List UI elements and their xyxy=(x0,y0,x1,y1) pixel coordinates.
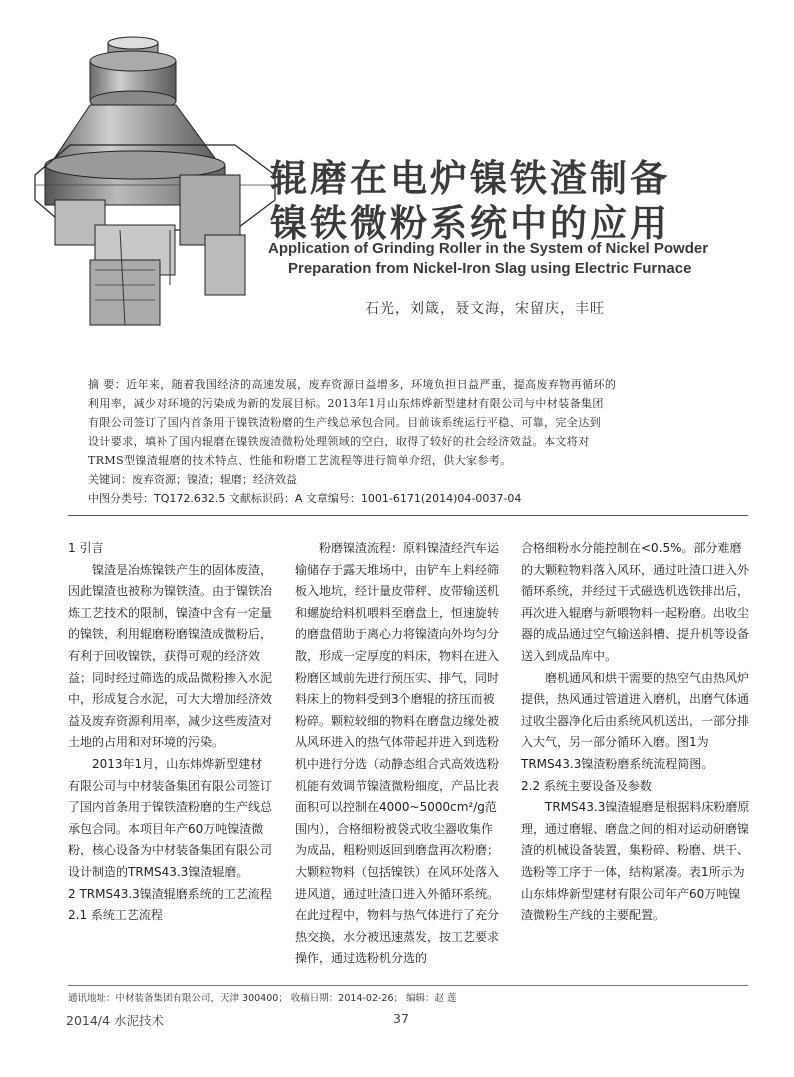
column-3 xyxy=(521,538,751,927)
authors: 石光，刘箴，聂文海，宋留庆，丰旺 xyxy=(365,301,605,317)
abstract-line: 有限公司签订了国内首条用于镍铁渣粉磨的生产线总承包合同。目前该系统运行平稳、可靠，完全达到 xyxy=(88,416,601,429)
abstract-line: TRMS型镍渣辊磨的技术特点、性能和粉磨工艺流程等进行简单介绍，供大家参考。 xyxy=(88,454,512,467)
classification-info: 中图分类号：TQ172.632.5 文献标识码：A 文章编号：1001-6171(2014)04-0037-04 xyxy=(88,492,522,505)
section-heading: 2.2 系统主要设备及参数 xyxy=(521,778,652,793)
body-paragraph: TRMS43.3镍渣辊磨是根据料床粉磨原理，通过磨辊、磨盘之间的相对运动研磨镍渣的机械设备装置，集粉碎、粉磨、烘干、选粉等工序于一体，结构紧凑。表1所示为山东炜烨新型建材有限公司年产60万吨镍渣微粉生产线的主要配置。 xyxy=(521,800,750,923)
section-heading: 1 引言 xyxy=(68,541,104,555)
column-2 xyxy=(295,538,500,970)
roller-mill-illustration xyxy=(30,25,280,335)
journal-issue: 2014/4 水泥技术 xyxy=(66,1013,164,1028)
body-paragraph: 粉磨镍渣流程：原料镍渣经汽车运输储存于露天堆场中，由铲车上料经筛板入地坑，经计量皮带秤、皮带输送机和螺旋给料机喂料至磨盘上，恒速旋转的磨盘借助于离心力将镍渣向外均匀分散，形成一定厚度的料床，物料在进入粉磨区域前先进行预压实、排气，同时料床上的物料受到3个磨辊的挤压而被粉碎。颗粒较细的物料在磨盘边缘处被从风环进入的热气体带起并进入到选粉机中进行分选（动静态组合式高效选粉机能有效调节镍渣微粉细度，产品比表面积可以控制在4000~5000cm²/g范围内），合格细粉被袋式收尘器收集作为成品，粗粉则返回到磨盘再次粉磨；大颗粒物料（包括镍铁）在风环处落入进风道，通过吐渣口进入外循环系统。在此过程中，物料与热气体进行了充分热交换，水分被迅速蒸发，按工艺要求操作，通过选粉机分选的 xyxy=(295,541,500,966)
title-en-line2: Preparation from Nickel-Iron Slag using Electric Furnace xyxy=(288,260,692,277)
section-heading: 2 TRMS43.3镍渣辊磨系统的工艺流程 xyxy=(68,886,272,901)
title-zh-line2: 镍铁微粉系统中的应用 xyxy=(270,202,670,245)
body-paragraph: 镍渣是冶炼镍铁产生的固体废渣，因此镍渣也被称为镍铁渣。由于镍铁冶炼工艺技术的限制，镍渣中含有一定量的镍铁，利用辊磨粉磨镍渣成微粉后，有利于回收镍铁，获得可观的经济效益；同时经过筛选的成品微粉掺入水泥中，形成复合水泥，可大大增加经济效益及废弃资源利用率，减少这些废渣对土地的占用和对环境的污染。 xyxy=(68,562,273,750)
header-divider xyxy=(68,515,748,516)
footnote-divider xyxy=(68,985,748,986)
body-paragraph: 磨机通风和烘干需要的热空气由热风炉提供，热风通过管道进入磨机，出磨气体通过收尘器净化后由系统风机送出，一部分排入大气，另一部分循环入磨。图1为TRMS43.3镍渣粉磨系统流程简图。 xyxy=(521,670,750,771)
page-number: 37 xyxy=(393,1011,409,1026)
abstract-line: 设计要求，填补了国内辊磨在镍铁废渣微粉处理领域的空白，取得了较好的社会经济效益。本文将对 xyxy=(88,435,590,448)
body-paragraph: 合格细粉水分能控制在<0.5%。部分难磨的大颗粒物料落入风环，通过吐渣口进入外循环系统，并经过干式磁选机选铁排出后，再次进入辊磨与新喂物料一起粉磨。出收尘器的成品通过空气输送斜槽、提升机等设备送入到成品库中。 xyxy=(521,541,750,663)
section-heading: 2.1 系统工艺流程 xyxy=(68,908,163,923)
body-paragraph: 2013年1月，山东炜烨新型建材有限公司与中材装备集团有限公司签订了国内首条用于镍铁渣粉磨的生产线总承包合同。本项目年产60万吨镍渣微粉，核心设备为中材装备集团有限公司设计制造的TRMS43.3镍渣辊磨。 xyxy=(68,756,273,879)
title-zh-line1: 辊磨在电炉镍铁渣制备 xyxy=(270,157,670,200)
abstract-line: 摘 要：近年来，随着我国经济的高速发展，废弃资源日益增多，环境负担日益严重，提高废弃物再循环的 xyxy=(88,378,617,391)
correspondence-footnote: 通讯地址：中材装备集团有限公司，天津 300400； 收稿日期：2014-02-26； 编辑：赵 莲 xyxy=(68,993,457,1004)
keywords: 关键词：废弃资源；镍渣；辊磨；经济效益 xyxy=(88,473,297,486)
abstract-line: 利用率，减少对环境的污染成为新的发展目标。2013年1月山东炜烨新型建材有限公司与中材装备集团 xyxy=(88,397,604,410)
column-1 xyxy=(68,538,273,927)
title-en-line1: Application of Grinding Roller in the System of Nickel Powder xyxy=(268,240,709,257)
